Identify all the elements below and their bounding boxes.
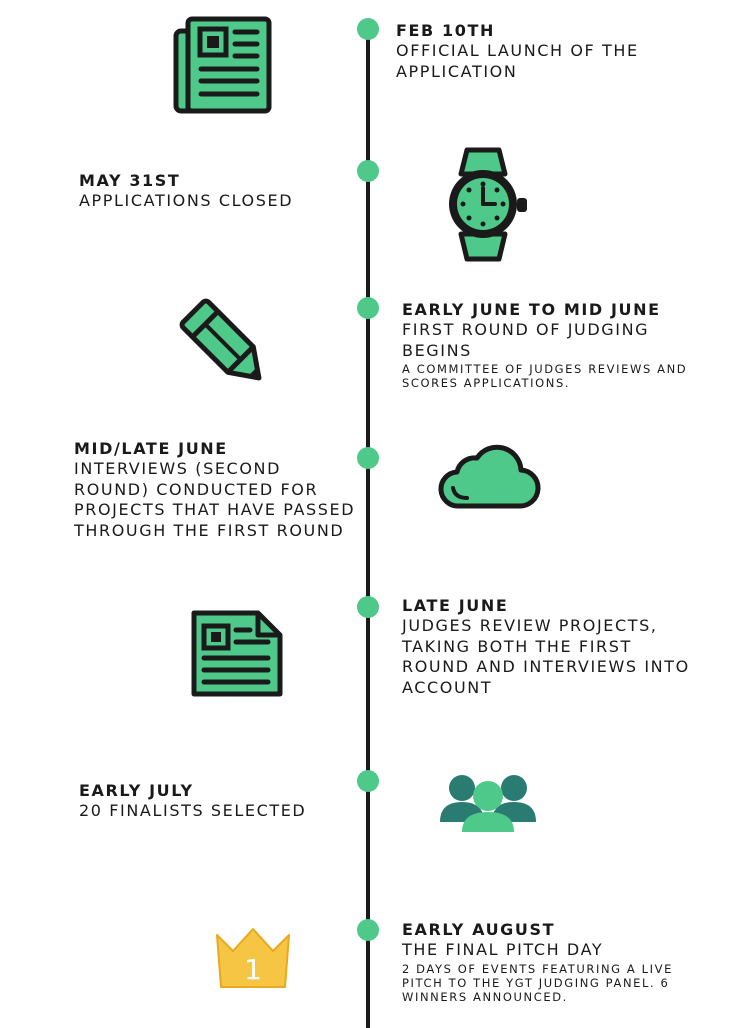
cloud-icon (437, 436, 541, 512)
timeline-dot (357, 770, 379, 792)
timeline-event (402, 920, 702, 1004)
event-title: THE FINAL PITCH DAY (402, 940, 604, 959)
event-date: EARLY AUGUST (402, 920, 556, 939)
timeline-dot (357, 160, 379, 182)
event-date: EARLY JULY (79, 781, 194, 800)
timeline-event (79, 171, 349, 212)
timeline-dot (357, 297, 379, 319)
event-date: MAY 31ST (79, 171, 181, 190)
event-title: INTERVIEWS (SECOND ROUND) CONDUCTED FOR PROJECTS THAT HAVE PASSED THROUGH THE FIRST ROUND (74, 459, 356, 540)
timeline-event (402, 300, 697, 390)
timeline-dot (357, 596, 379, 618)
event-description: A COMMITTEE OF JUDGES REVIEWS AND SCORES APPLICATIONS. (402, 362, 688, 390)
event-title: FIRST ROUND OF JUDGING BEGINS (402, 320, 650, 360)
newspaper-icon (173, 14, 273, 114)
people-icon (440, 772, 536, 832)
event-date: FEB 10TH (396, 21, 495, 40)
event-title: JUDGES REVIEW PROJECTS, TAKING BOTH THE FIRST ROUND AND INTERVIEWS INTO ACCOUNT (402, 616, 690, 697)
event-date: LATE JUNE (402, 596, 509, 615)
timeline-event (396, 21, 696, 82)
crown-number: 1 (244, 953, 262, 986)
pencil-icon (175, 294, 275, 394)
event-title: APPLICATIONS CLOSED (79, 191, 294, 210)
crown-icon (213, 925, 293, 991)
event-description: 2 DAYS OF EVENTS FEATURING A LIVE PITCH TO THE YGT JUDGING PANEL. 6 WINNERS ANNOUNCED. (402, 961, 673, 1004)
event-title: OFFICIAL LAUNCH OF THE APPLICATION (396, 41, 639, 81)
document-icon (188, 608, 284, 700)
timeline-event (79, 781, 349, 822)
timeline-dot (357, 447, 379, 469)
event-date: EARLY JUNE TO MID JUNE (402, 300, 661, 319)
watch-icon (447, 146, 531, 264)
timeline-dot (357, 919, 379, 941)
timeline-dot (357, 18, 379, 40)
event-title: 20 FINALISTS SELECTED (79, 801, 307, 820)
timeline-event (74, 439, 356, 541)
timeline-event (402, 596, 702, 698)
event-date: MID/LATE JUNE (74, 439, 228, 458)
